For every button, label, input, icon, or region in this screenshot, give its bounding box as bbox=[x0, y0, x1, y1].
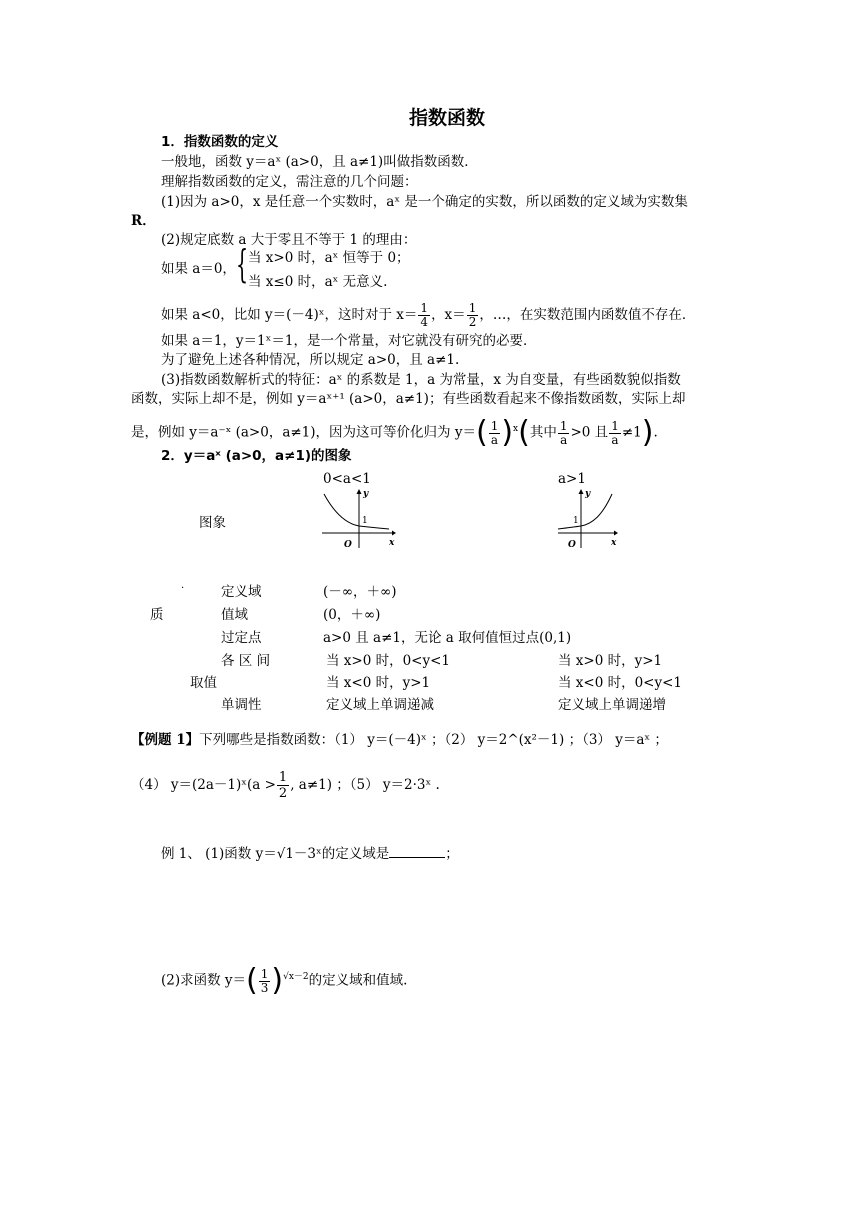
aside-text-a: 其中 bbox=[529, 424, 557, 441]
case-label: 如果 a＝0， bbox=[161, 261, 236, 277]
fraction-one-over-a bbox=[609, 420, 621, 447]
fraction-one-over-a bbox=[558, 420, 570, 447]
graph-decreasing bbox=[316, 486, 396, 554]
negative-a-text-end: ，…，在实数范围内函数值不存在． bbox=[479, 307, 696, 323]
notes-intro: 理解指数函数的定义，需注意的几个问题： bbox=[161, 174, 418, 190]
point-2: (2)规定底数 a 大于零且不等于 1 的理由： bbox=[161, 232, 417, 248]
row-key: 各 区 间 bbox=[221, 653, 271, 669]
fraction-den: 4 bbox=[420, 315, 429, 329]
paren-close: ) bbox=[501, 415, 514, 450]
example-1-line-2 bbox=[131, 770, 440, 801]
x-label: x bbox=[611, 538, 617, 548]
case-1: 当 x>0 时，aˣ 恒等于 0； bbox=[248, 250, 410, 266]
point-1-line-b: R． bbox=[131, 213, 156, 229]
case-2: 当 x≤0 时，aˣ 无意义. bbox=[248, 274, 388, 290]
example-item-5: , a≠1) ；（5） y＝2·3ˣ . bbox=[290, 777, 440, 793]
row-value-2: 定义域上单调递增 bbox=[558, 697, 666, 713]
example-2-question: 例 1、 (1)函数 y＝√1－3ˣ的定义域是 bbox=[161, 846, 390, 862]
fraction-den: 2 bbox=[278, 786, 288, 801]
fraction-den: 3 bbox=[260, 980, 269, 995]
fraction-num: 1 bbox=[278, 770, 288, 785]
row-key: 过定点 bbox=[221, 630, 262, 646]
negative-a-text: 如果 a<0，比如 y＝(－4)ˣ，这时对于 x＝ bbox=[161, 307, 418, 323]
row-value: (－∞，＋∞) bbox=[323, 584, 397, 600]
exponent-x: x bbox=[513, 424, 519, 434]
example-2b-suffix: 的定义域和值域. bbox=[308, 972, 408, 989]
fraction-num: 1 bbox=[611, 418, 619, 433]
negative-a-line bbox=[161, 302, 695, 329]
aside-text-b: >0 且 bbox=[570, 424, 609, 441]
fraction-half bbox=[467, 302, 479, 329]
answer-blank[interactable] bbox=[389, 845, 445, 858]
row-value: (0，＋∞) bbox=[323, 607, 381, 623]
one-label: 1 bbox=[362, 516, 368, 526]
paren-open: ( bbox=[475, 415, 488, 450]
example-2-part-1 bbox=[161, 845, 459, 863]
property-mark: · bbox=[181, 583, 185, 594]
origin-label: O bbox=[568, 540, 576, 550]
point-1-line-a: (1)因为 a>0，x 是任意一个实数时，aˣ 是一个确定的实数，所以函数的定义域为实数集 bbox=[161, 194, 688, 210]
row-key: 定义域 bbox=[221, 584, 262, 600]
decay-curve bbox=[324, 494, 389, 529]
x-axis-arrow bbox=[614, 531, 618, 536]
fraction-den: a bbox=[490, 432, 499, 447]
y-axis-arrow bbox=[357, 489, 362, 494]
fraction-num: 1 bbox=[468, 301, 477, 315]
fraction-den: 2 bbox=[468, 315, 477, 329]
fraction-third bbox=[259, 968, 271, 995]
one-label: 1 bbox=[573, 516, 579, 526]
fraction-num: 1 bbox=[490, 418, 499, 433]
property-label: 质 bbox=[150, 607, 164, 623]
paren-close: ) bbox=[271, 963, 284, 998]
y-label: y bbox=[363, 489, 369, 499]
fraction-num: 1 bbox=[420, 301, 429, 315]
fraction-den: a bbox=[560, 432, 568, 447]
row-value: 当 x>0 时，0<y<1 bbox=[326, 653, 451, 669]
fraction-num: 1 bbox=[260, 966, 269, 981]
example-2-part-2 bbox=[161, 963, 408, 998]
paren-open: ( bbox=[518, 415, 530, 450]
row-value-2: 当 x<0 时，0<y<1 bbox=[558, 675, 683, 691]
paren-open: ( bbox=[246, 963, 258, 998]
period: . bbox=[653, 424, 658, 441]
section-2-heading: 2．y＝aˣ (a>0，a≠1)的图象 bbox=[161, 448, 352, 464]
fraction-quarter bbox=[418, 302, 430, 329]
point-3-line-b: 函数，实际上却不是，例如 y＝aˣ⁺¹ (a>0，a≠1)；有些函数看起来不像指数函数，实际上却 bbox=[131, 391, 686, 407]
point-3-text: 是，例如 y＝a⁻ˣ (a>0，a≠1)，因为这可等价化归为 y＝ bbox=[131, 424, 476, 441]
example-label: 【例题 1】 bbox=[131, 732, 200, 748]
negative-a-sep: ，x＝ bbox=[431, 307, 466, 323]
fraction-den: a bbox=[611, 432, 619, 447]
point-3-line-c bbox=[131, 415, 658, 450]
graph-increasing bbox=[552, 486, 620, 554]
row-value: 当 x<0 时，y>1 bbox=[326, 675, 431, 691]
y-axis-arrow bbox=[579, 489, 584, 494]
example-2-end: ； bbox=[445, 846, 459, 862]
row-value: 定义域上单调递减 bbox=[326, 697, 434, 713]
row-key: 取值 bbox=[190, 675, 217, 691]
definition-text: 一般地，函数 y＝aˣ (a>0，且 a≠1)叫做指数函数． bbox=[161, 154, 478, 170]
example-2b-prefix: (2)求函数 y＝ bbox=[161, 972, 247, 989]
row-label-graph: 图象 bbox=[199, 515, 226, 531]
row-key: 值域 bbox=[221, 607, 248, 623]
section-1-heading: 1．指数函数的定义 bbox=[161, 134, 279, 150]
page-title: 指数函数 bbox=[409, 107, 486, 129]
example-1-line bbox=[131, 731, 668, 749]
fraction-one-over-a bbox=[489, 420, 501, 447]
row-value: a>0 且 a≠1，无论 a 取何值恒过点(0,1) bbox=[323, 630, 572, 646]
example-item-4: （4） y＝(2a－1)ˣ(a > bbox=[131, 777, 276, 793]
conclusion: 为了避免上述各种情况，所以规定 a>0，且 a≠1. bbox=[161, 352, 460, 368]
col-header-increasing: a>1 bbox=[558, 471, 586, 487]
example-question: 下列哪些是指数函数：（1） y＝(－4)ˣ ；（2） y＝2^(x²－1) ；（3） y＝aˣ ； bbox=[199, 732, 668, 748]
point-3-line-a: (3)指数函数解析式的特征：aˣ 的系数是 1，a 为常量，x 为自变量，有些函数貌似指数 bbox=[161, 372, 681, 388]
x-label: x bbox=[389, 538, 395, 548]
x-axis-arrow bbox=[392, 531, 396, 536]
col-header-decreasing: 0<a<1 bbox=[323, 471, 371, 487]
row-key: 单调性 bbox=[221, 697, 262, 713]
fraction-num: 1 bbox=[559, 418, 568, 433]
a-equals-one: 如果 a＝1，y＝1ˣ＝1，是一个常量，对它就没有研究的必要． bbox=[161, 333, 537, 349]
aside-text-c: ≠1 bbox=[621, 424, 642, 441]
growth-curve bbox=[558, 494, 612, 529]
y-label: y bbox=[585, 489, 591, 499]
case-brace: { bbox=[236, 242, 249, 286]
origin-label: O bbox=[344, 540, 352, 550]
exponent-root: √x－2 bbox=[283, 972, 309, 982]
paren-close: ) bbox=[641, 415, 654, 450]
row-value-2: 当 x>0 时，y>1 bbox=[558, 653, 663, 669]
fraction-half bbox=[277, 770, 289, 801]
